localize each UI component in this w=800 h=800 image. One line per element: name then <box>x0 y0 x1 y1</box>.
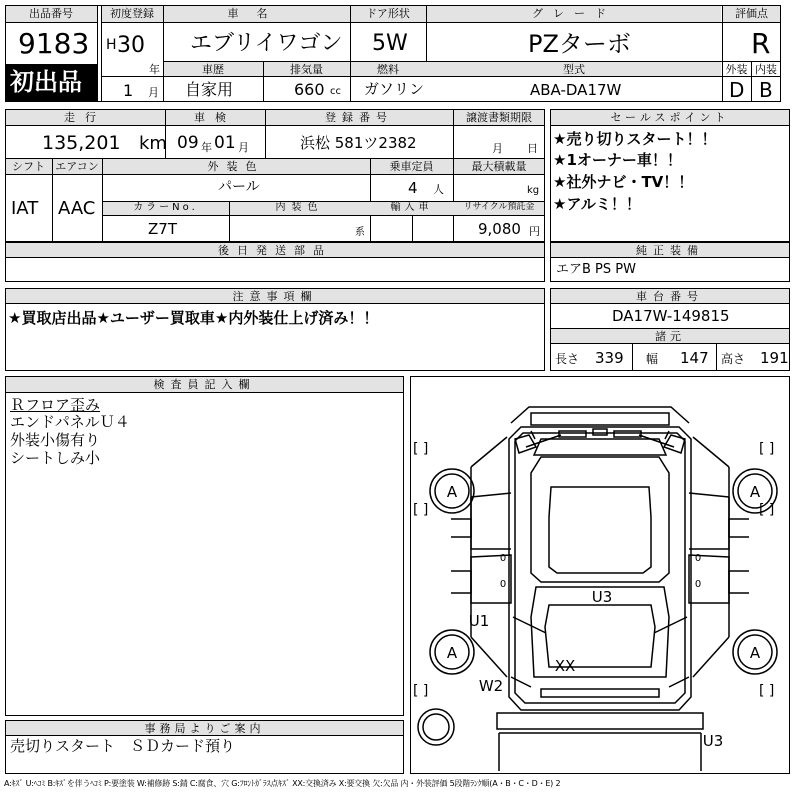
inspector-line-4: シートしみ小 <box>10 449 101 467</box>
model-label: 型式 <box>563 63 585 76</box>
capacity-unit: 人 <box>433 183 444 196</box>
insp-year-unit: 年 <box>201 141 212 154</box>
ext-color: パール <box>218 179 260 195</box>
sales-points-label: セールスポイント <box>610 111 730 124</box>
transfer-day: 日 <box>527 142 538 155</box>
notes-label: 注意事項欄 <box>232 290 318 303</box>
sales-point-3: ★社外ナビ・TV！！ <box>553 173 694 191</box>
handle-mark-left-rear: 0 <box>499 579 507 590</box>
office-label: 事務局よりご案内 <box>144 722 265 735</box>
mark-wheel-front-right: A <box>749 483 761 501</box>
mark-wheel-rear-right: A <box>749 644 761 662</box>
notes-text: ★買取店出品★ユーザー買取車★内外装仕上げ済み！！ <box>8 309 379 327</box>
ac: AAC <box>58 198 96 219</box>
reg-month: 1 <box>123 81 134 100</box>
car-diagram-svg <box>411 377 789 773</box>
model: ABA-DA17W <box>530 81 622 99</box>
era: H <box>106 37 117 53</box>
exterior-label: 外装 <box>725 63 748 76</box>
bracket-front-right: [ ] <box>759 441 775 457</box>
mark-wheel-front-left: A <box>446 483 458 501</box>
score: R <box>751 27 771 60</box>
mileage: 135,201 <box>42 132 121 154</box>
shift-label: シフト <box>12 160 45 173</box>
car-name: エブリイワゴン <box>190 31 343 56</box>
insp-year: 09 <box>177 133 199 153</box>
width: 147 <box>680 349 709 367</box>
bracket-rear-left: [ ] <box>413 683 429 699</box>
mileage-label: 走行 <box>64 111 106 124</box>
handle-mark-right-rear: 0 <box>694 579 702 590</box>
damage-diagram <box>410 376 790 774</box>
spec-label: 諸元 <box>655 330 685 343</box>
handle-mark-right-front: 0 <box>694 553 702 564</box>
displacement-label: 排気量 <box>290 63 323 76</box>
car-name-label: 車名 <box>227 7 286 20</box>
recycle: 9,080 <box>478 220 521 238</box>
grade: PZターボ <box>528 30 631 58</box>
reg-year: 30 <box>117 33 145 58</box>
fuel-label: 燃料 <box>377 63 399 76</box>
chassis-number: DA17W-149815 <box>612 307 730 325</box>
length-label: 長さ <box>555 352 580 366</box>
month-unit: 月 <box>148 86 159 99</box>
inspection-label: 車検 <box>194 111 236 124</box>
inspector-label: 検査員記入欄 <box>153 378 256 391</box>
mark-roof-rear: U3 <box>591 588 613 606</box>
handle-mark-left-front: 0 <box>499 553 507 564</box>
sales-point-4: ★アルミ！！ <box>553 195 641 213</box>
width-label: 幅 <box>646 352 659 366</box>
bracket-mid-right: [ ] <box>759 502 775 518</box>
first-listing-label: 初出品 <box>10 68 82 96</box>
int-color-unit: 系 <box>355 227 365 238</box>
import-label: 輸入車 <box>390 202 433 213</box>
height: 191 <box>760 349 789 367</box>
score-label: 評価点 <box>735 7 768 20</box>
inspector-line-1: Ｒフロア歪み <box>10 396 101 414</box>
standard-equip-label: 純正装備 <box>636 244 704 257</box>
standard-equip: エアB PS PW <box>556 262 636 277</box>
length: 339 <box>595 349 624 367</box>
bracket-rear-right: [ ] <box>759 683 775 699</box>
insp-month-unit: 月 <box>238 141 249 154</box>
load-label: 最大積載量 <box>471 160 527 173</box>
displacement: 660 <box>294 80 325 99</box>
lot-label: 出品番号 <box>29 7 73 20</box>
color-no: Z7T <box>148 220 177 238</box>
mark-wheel-rear-left: A <box>446 644 458 662</box>
inspector-line-3: 外装小傷有り <box>10 431 101 449</box>
ext-color-label: 外装色 <box>207 160 265 173</box>
door-type: 5W <box>372 31 408 56</box>
interior-grade: B <box>759 78 773 102</box>
office-text: 売切りスタート ＳＤカード預り <box>10 737 236 755</box>
sales-point-2: ★1オーナー車！！ <box>553 151 682 169</box>
reg-number: 浜松 581ツ2382 <box>300 134 417 152</box>
bracket-front-left: [ ] <box>413 441 429 457</box>
year-unit: 年 <box>149 63 160 76</box>
history-label: 車歴 <box>202 63 224 76</box>
mark-left-rear-quarter: W2 <box>478 677 504 695</box>
inspector-line-2: エンドパネルＵ４ <box>10 413 130 431</box>
capacity-label: 乗車定員 <box>389 160 434 173</box>
interior-label: 内装 <box>755 63 777 76</box>
vehicle-detail-block <box>5 109 545 242</box>
history: 自家用 <box>185 80 234 99</box>
grade-label: グレード <box>532 7 616 20</box>
color-no-label: カラーNo. <box>133 202 198 213</box>
insp-month: 01 <box>214 133 236 153</box>
exterior-grade: D <box>729 78 745 102</box>
load-unit: kg <box>527 185 540 196</box>
transfer-label: 譲渡書類期限 <box>466 111 532 124</box>
mark-left-rear-door: U1 <box>468 612 490 630</box>
height-label: 高さ <box>721 352 746 366</box>
recycle-label: リサイクル預託金 <box>463 202 535 212</box>
km-unit: km <box>139 133 167 154</box>
int-color-label: 内装色 <box>275 202 324 213</box>
bracket-mid-left: [ ] <box>413 502 429 518</box>
legend: A:ｷｽﾞ U:ﾍｺﾐ B:ｷｽﾞを伴うﾍｺﾐ P:要塗装 W:補修跡 S:錆 C:腐食、穴 G:ﾌﾛﾝﾄｶﾞﾗｽ点ｷｽﾞ XX:交換済み X:要交換 欠:欠品 内・外装評価 5段階ﾗﾝｸ順(A・B・C・D・E) 2 <box>4 779 561 788</box>
transfer-month: 月 <box>492 142 503 155</box>
recycle-unit: 円 <box>529 225 540 238</box>
ac-label: エアコン <box>55 160 99 173</box>
later-parts-label: 後日発送部品 <box>218 244 332 257</box>
cc-unit: cc <box>330 86 341 97</box>
chassis-label: 車台番号 <box>636 290 704 303</box>
mark-rear-gate: XX <box>554 657 576 675</box>
first-reg-label: 初度登録 <box>110 7 154 20</box>
mark-rear-bumper: U3 <box>702 732 724 750</box>
shift: IAT <box>11 198 39 219</box>
lot-number: 9183 <box>18 27 90 60</box>
door-label: ドア形状 <box>366 7 410 20</box>
reg-number-label: 登録番号 <box>325 111 393 124</box>
fuel: ガソリン <box>364 80 425 98</box>
capacity: 4 <box>408 179 418 197</box>
sales-point-1: ★売り切りスタート！！ <box>553 130 717 148</box>
